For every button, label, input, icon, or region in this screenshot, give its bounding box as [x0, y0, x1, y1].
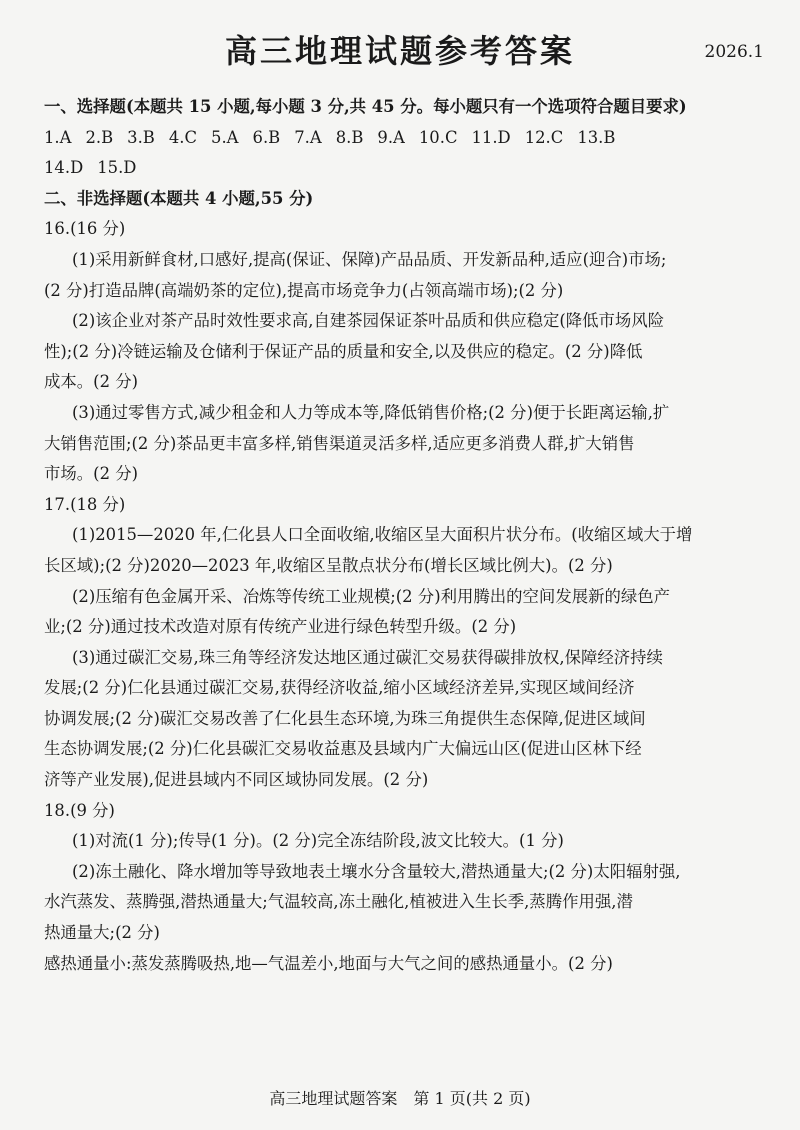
q18-answer: [44, 826, 770, 979]
q17-line: (1)2015—2020 年,仁化县人口全面收缩,收缩区呈大面积片状分布。(收缩区域大于增: [72, 525, 693, 545]
answers-row-2: [44, 153, 770, 184]
page-title: 高三地理试题参考答案: [224, 32, 575, 70]
section2-heading: 二、非选择题(本题共 4 小题,55 分): [44, 188, 314, 208]
q16-line: 性);(2 分)冷链运输及仓储利于保证产品的质量和安全,以及供应的稳定。(2 分)降低: [44, 341, 643, 361]
choice-answer: 1.A: [44, 127, 72, 147]
choice-answer: 8.B: [335, 127, 364, 147]
choice-answer: 5.A: [211, 127, 239, 147]
choice-answer: 14.D: [44, 158, 84, 178]
q18-label: 18.(9 分): [44, 800, 115, 820]
q18-line: (2)冻土融化、降水增加等导致地表土壤水分含量较大,潜热通量大;(2 分)太阳辐射强,: [72, 861, 681, 881]
choice-answer: 12.C: [524, 127, 564, 147]
answers-row-1: [44, 123, 770, 154]
choice-answer: 7.A: [294, 127, 322, 147]
section1-heading: 一、选择题(本题共 15 小题,每小题 3 分,共 45 分。每小题只有一个选项符合题目要求): [44, 97, 687, 116]
q16-line: (2 分)打造品牌(高端奶茶的定位),提高市场竞争力(占领高端市场);(2 分): [44, 280, 564, 300]
q16-line: (1)采用新鲜食材,口感好,提高(保证、保障)产品品质、开发新品种,适应(迎合)市场;: [72, 249, 667, 269]
choice-answer: 13.B: [577, 127, 616, 147]
q17-line: 协调发展;(2 分)碳汇交易改善了仁化县生态环境,为珠三角提供生态保障,促进区域间: [44, 708, 646, 728]
q17-line: (3)通过碳汇交易,珠三角等经济发达地区通过碳汇交易获得碳排放权,保障经济持续: [72, 647, 663, 667]
q18-line: (1)对流(1 分);传导(1 分)。(2 分)完全冻结阶段,波文比较大。(1 分): [72, 831, 564, 851]
q16-answer: [44, 245, 770, 490]
choice-answer: 11.D: [471, 127, 511, 147]
q16-line: (3)通过零售方式,减少租金和人力等成本等,降低销售价格;(2 分)便于长距离运输,扩: [72, 402, 670, 422]
q16-line: 成本。(2 分): [44, 372, 138, 392]
q17-label: 17.(18 分): [44, 494, 126, 514]
q17-line: 济等产业发展),促进县域内不同区域协同发展。(2 分): [44, 770, 429, 790]
choice-answer: 6.B: [252, 127, 281, 147]
q17-line: 发展;(2 分)仁化县通过碳汇交易,获得经济收益,缩小区域经济差异,实现区域间经济: [44, 678, 635, 698]
page-footer: 高三地理试题答案 第 1 页(共 2 页): [269, 1089, 531, 1108]
q17-line: 长区域);(2 分)2020—2023 年,收缩区呈散点状分布(增长区域比例大)。(2 分): [44, 555, 613, 575]
choice-answer: 2.B: [85, 127, 114, 147]
exam-date: 2026.1: [704, 42, 764, 62]
q16-line: 大销售范围;(2 分)茶品更丰富多样,销售渠道灵活多样,适应更多消费人群,扩大销售: [44, 433, 635, 453]
q18-line: 水汽蒸发、蒸腾强,潜热通量大;气温较高,冻土融化,植被进入生长季,蒸腾作用强,潜: [44, 892, 633, 912]
choice-answer: 9.A: [377, 127, 405, 147]
q17-line: 业;(2 分)通过技术改造对原有传统产业进行绿色转型升级。(2 分): [44, 617, 517, 637]
q16-label: 16.(16 分): [44, 219, 126, 239]
choice-answer: 3.B: [127, 127, 155, 147]
answer-content: [44, 92, 770, 979]
q18-line: 热通量大;(2 分): [44, 923, 160, 943]
q16-line: 市场。(2 分): [44, 464, 138, 484]
q18-line: 感热通量小:蒸发蒸腾吸热,地—气温差小,地面与大气之间的感热通量小。(2 分): [44, 953, 613, 973]
q17-answer: [44, 520, 770, 795]
choice-answer: 15.D: [97, 158, 137, 178]
q17-line: (2)压缩有色金属开采、冶炼等传统工业规模;(2 分)利用腾出的空间发展新的绿色产: [72, 586, 671, 606]
q16-line: (2)该企业对茶产品时效性要求高,自建茶园保证茶叶品质和供应稳定(降低市场风险: [72, 311, 665, 331]
choice-answer: 4.C: [168, 127, 198, 147]
q17-line: 生态协调发展;(2 分)仁化县碳汇交易收益惠及县域内广大偏远山区(促进山区林下经: [44, 739, 642, 759]
choice-answer: 10.C: [418, 127, 458, 147]
